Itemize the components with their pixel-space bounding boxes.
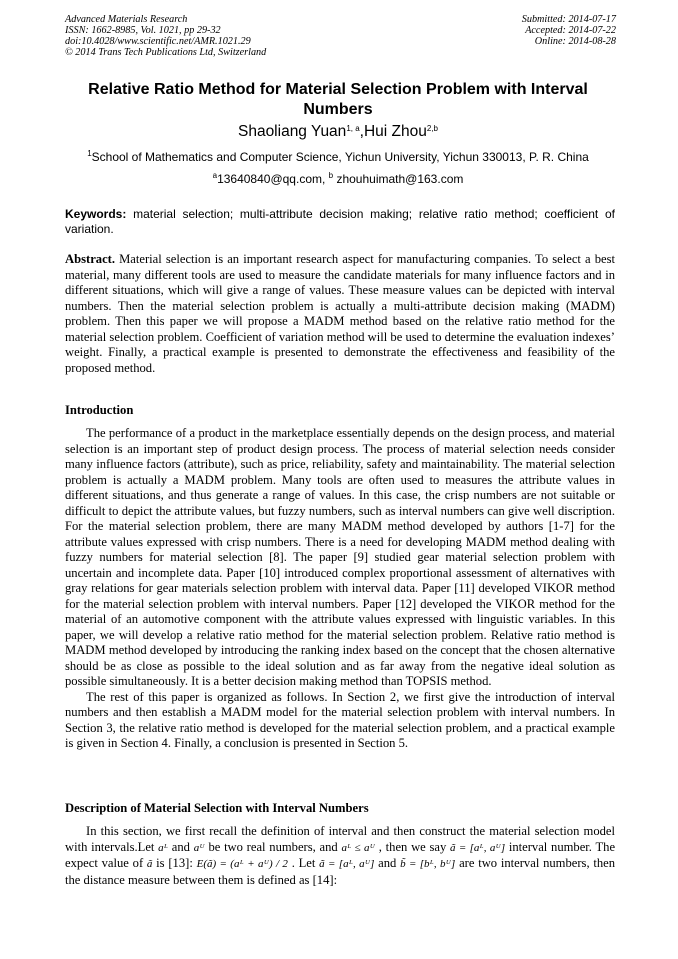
journal-header	[65, 14, 266, 58]
affil-mark: 1	[87, 149, 92, 158]
paragraph	[65, 824, 615, 888]
abstract-text: Material selection is an important research aspect for manufacturing companies. To select a best material, many different tools are used to measure the candidate materials for many influence factors and in different situations, which will give a range of values. These measure values can be depicted with interval numbers. Then the material selection problem is actually a multi-attribute decision making (MADM) problem. Then this paper we will propose a MADM method based on the relative ratio method for the material selection problem. Coefficient of variation method will be used to determine the evaluation indexes’ weight. Finally, a practical example is presented to demonstrate the effectiveness and feasibility of the proposed method.	[65, 252, 615, 375]
issn-line: ISSN: 1662-8985, Vol. 1021, pp 29-32	[65, 25, 221, 36]
accepted-date: Accepted: 2014-07-22	[525, 25, 616, 36]
text-run: are two interval numbers, then the distance measure between them is defined as [14]:	[65, 856, 616, 887]
author-affil-mark: 1, a	[346, 124, 360, 133]
math-inline: ã	[146, 858, 153, 870]
author-name: Shaoliang Yuan	[237, 123, 347, 140]
emails-line	[60, 172, 616, 186]
math-inline: b̃ = [bᴸ, bᵁ]	[400, 858, 456, 870]
journal-name: Advanced Materials Research	[65, 14, 188, 25]
math-inline: aᴸ	[158, 841, 169, 854]
paragraph: The performance of a product in the marketplace essentially depends on the design process, and material selection is an important step of product design process. The process of material selection needs consider many influence factors (attribute), such as price, reliability, safety and maintainability. The material selection problem is actually a MADM problem. Many tools are often used to measures the attribute values in different situations, and thus generate a range of values. In this case, the crisp numbers are not suitable or difficult to depict the attribute values, but fuzzy numbers, such as interval numbers can give well discription. For the material selection problem, there are many MADM method developed by authors [1-7] for the attribute values expressed with crisp numbers. There is a need for developing MADM method dealing with fuzzy numbers for material selection [8]. The paper [9] studied gear material selection problem with uncertain and incomplete data. Paper [10] introduced complex proportional assessment of alternatives with gray relations for gear materials selection problem with interval data. Paper [11] developed VIKOR method for the material selection problem with interval numbers. Paper [12] developed the VIKOR method for the material of an automotive component with the attribute values expressed with linguistic variables. In this paper, we will develop a relative ratio method for the material selection problem. Relative ratio method is MADM method developed by introducing the ranking index based on the concept that the chosen alternative should be as close as possible to the ideal solution and as far away from the negative ideal solution as possible simultaneously. It is a better decision making method than TOPSIS method.	[65, 426, 615, 688]
email-address: 13640840@qq.com,	[217, 172, 329, 186]
author-affil-mark: 2,b	[426, 124, 438, 133]
affiliation-text: School of Mathematics and Computer Science, Yichun University, Yichun 330013, P. R. China	[91, 150, 589, 164]
affiliation	[60, 150, 616, 164]
text-run: and	[168, 839, 194, 854]
text-run: . Let	[287, 856, 320, 870]
math-inline: aᵁ	[193, 841, 205, 854]
email-mark: a	[212, 171, 218, 180]
text-run: In this section, we first recall the definition of interval and then construct the material selection model with intervals.Let	[65, 824, 615, 854]
paragraph: The rest of this paper is organized as follows. In Section 2, we first give the introduction of interval numbers and then establish a MADM model for the material selection problem with interval numbers. In Section 3, the relative ratio method is developed for the material selection problem, and a practical example is given in Section 4. Finally, a conclusion is presented in Section 5.	[65, 689, 615, 750]
email-address: zhouhuimath@163.com	[333, 172, 464, 186]
text-run: and	[374, 856, 401, 870]
copyright-line: © 2014 Trans Tech Publications Ltd, Switzerland	[65, 47, 267, 58]
keywords	[65, 207, 615, 237]
text-run: , then we say	[375, 839, 450, 854]
author-separator: ,	[359, 123, 364, 140]
author-name: Hui Zhou	[363, 123, 427, 140]
submitted-date: Submitted: 2014-07-17	[521, 14, 616, 25]
text-run: be two real numbers, and	[204, 839, 342, 854]
math-inline: ã = [aᴸ, aᵁ]	[450, 841, 506, 854]
online-date: Online: 2014-08-28	[534, 36, 616, 47]
introduction-body	[65, 426, 615, 752]
section-heading: Description of Material Selection with Interval Numbers	[65, 801, 369, 815]
text-run: is [13]:	[152, 856, 197, 870]
paper-title: Relative Ratio Method for Material Selection Problem with Interval Numbers	[88, 81, 588, 118]
section-heading: Introduction	[65, 403, 134, 417]
keywords-label: Keywords:	[65, 207, 127, 221]
email-mark: b	[328, 171, 334, 180]
authors-line	[60, 123, 616, 141]
keywords-text: material selection; multi-attribute decision making; relative ratio method; coefficient of variation.	[65, 207, 615, 236]
doi-line: doi:10.4028/www.scientific.net/AMR.1021.29	[65, 36, 251, 47]
math-inline: aᴸ ≤ aᵁ	[341, 841, 376, 854]
math-inline: ã = [aᴸ, aᵁ]	[319, 858, 375, 870]
abstract	[65, 252, 615, 376]
dates-header	[522, 14, 616, 47]
abstract-label: Abstract.	[65, 252, 116, 266]
description-body	[65, 824, 615, 888]
math-inline: E(ã) = (aᴸ + aᵁ) / 2	[196, 858, 288, 870]
text-run: interval number. The expect value of	[65, 839, 616, 870]
